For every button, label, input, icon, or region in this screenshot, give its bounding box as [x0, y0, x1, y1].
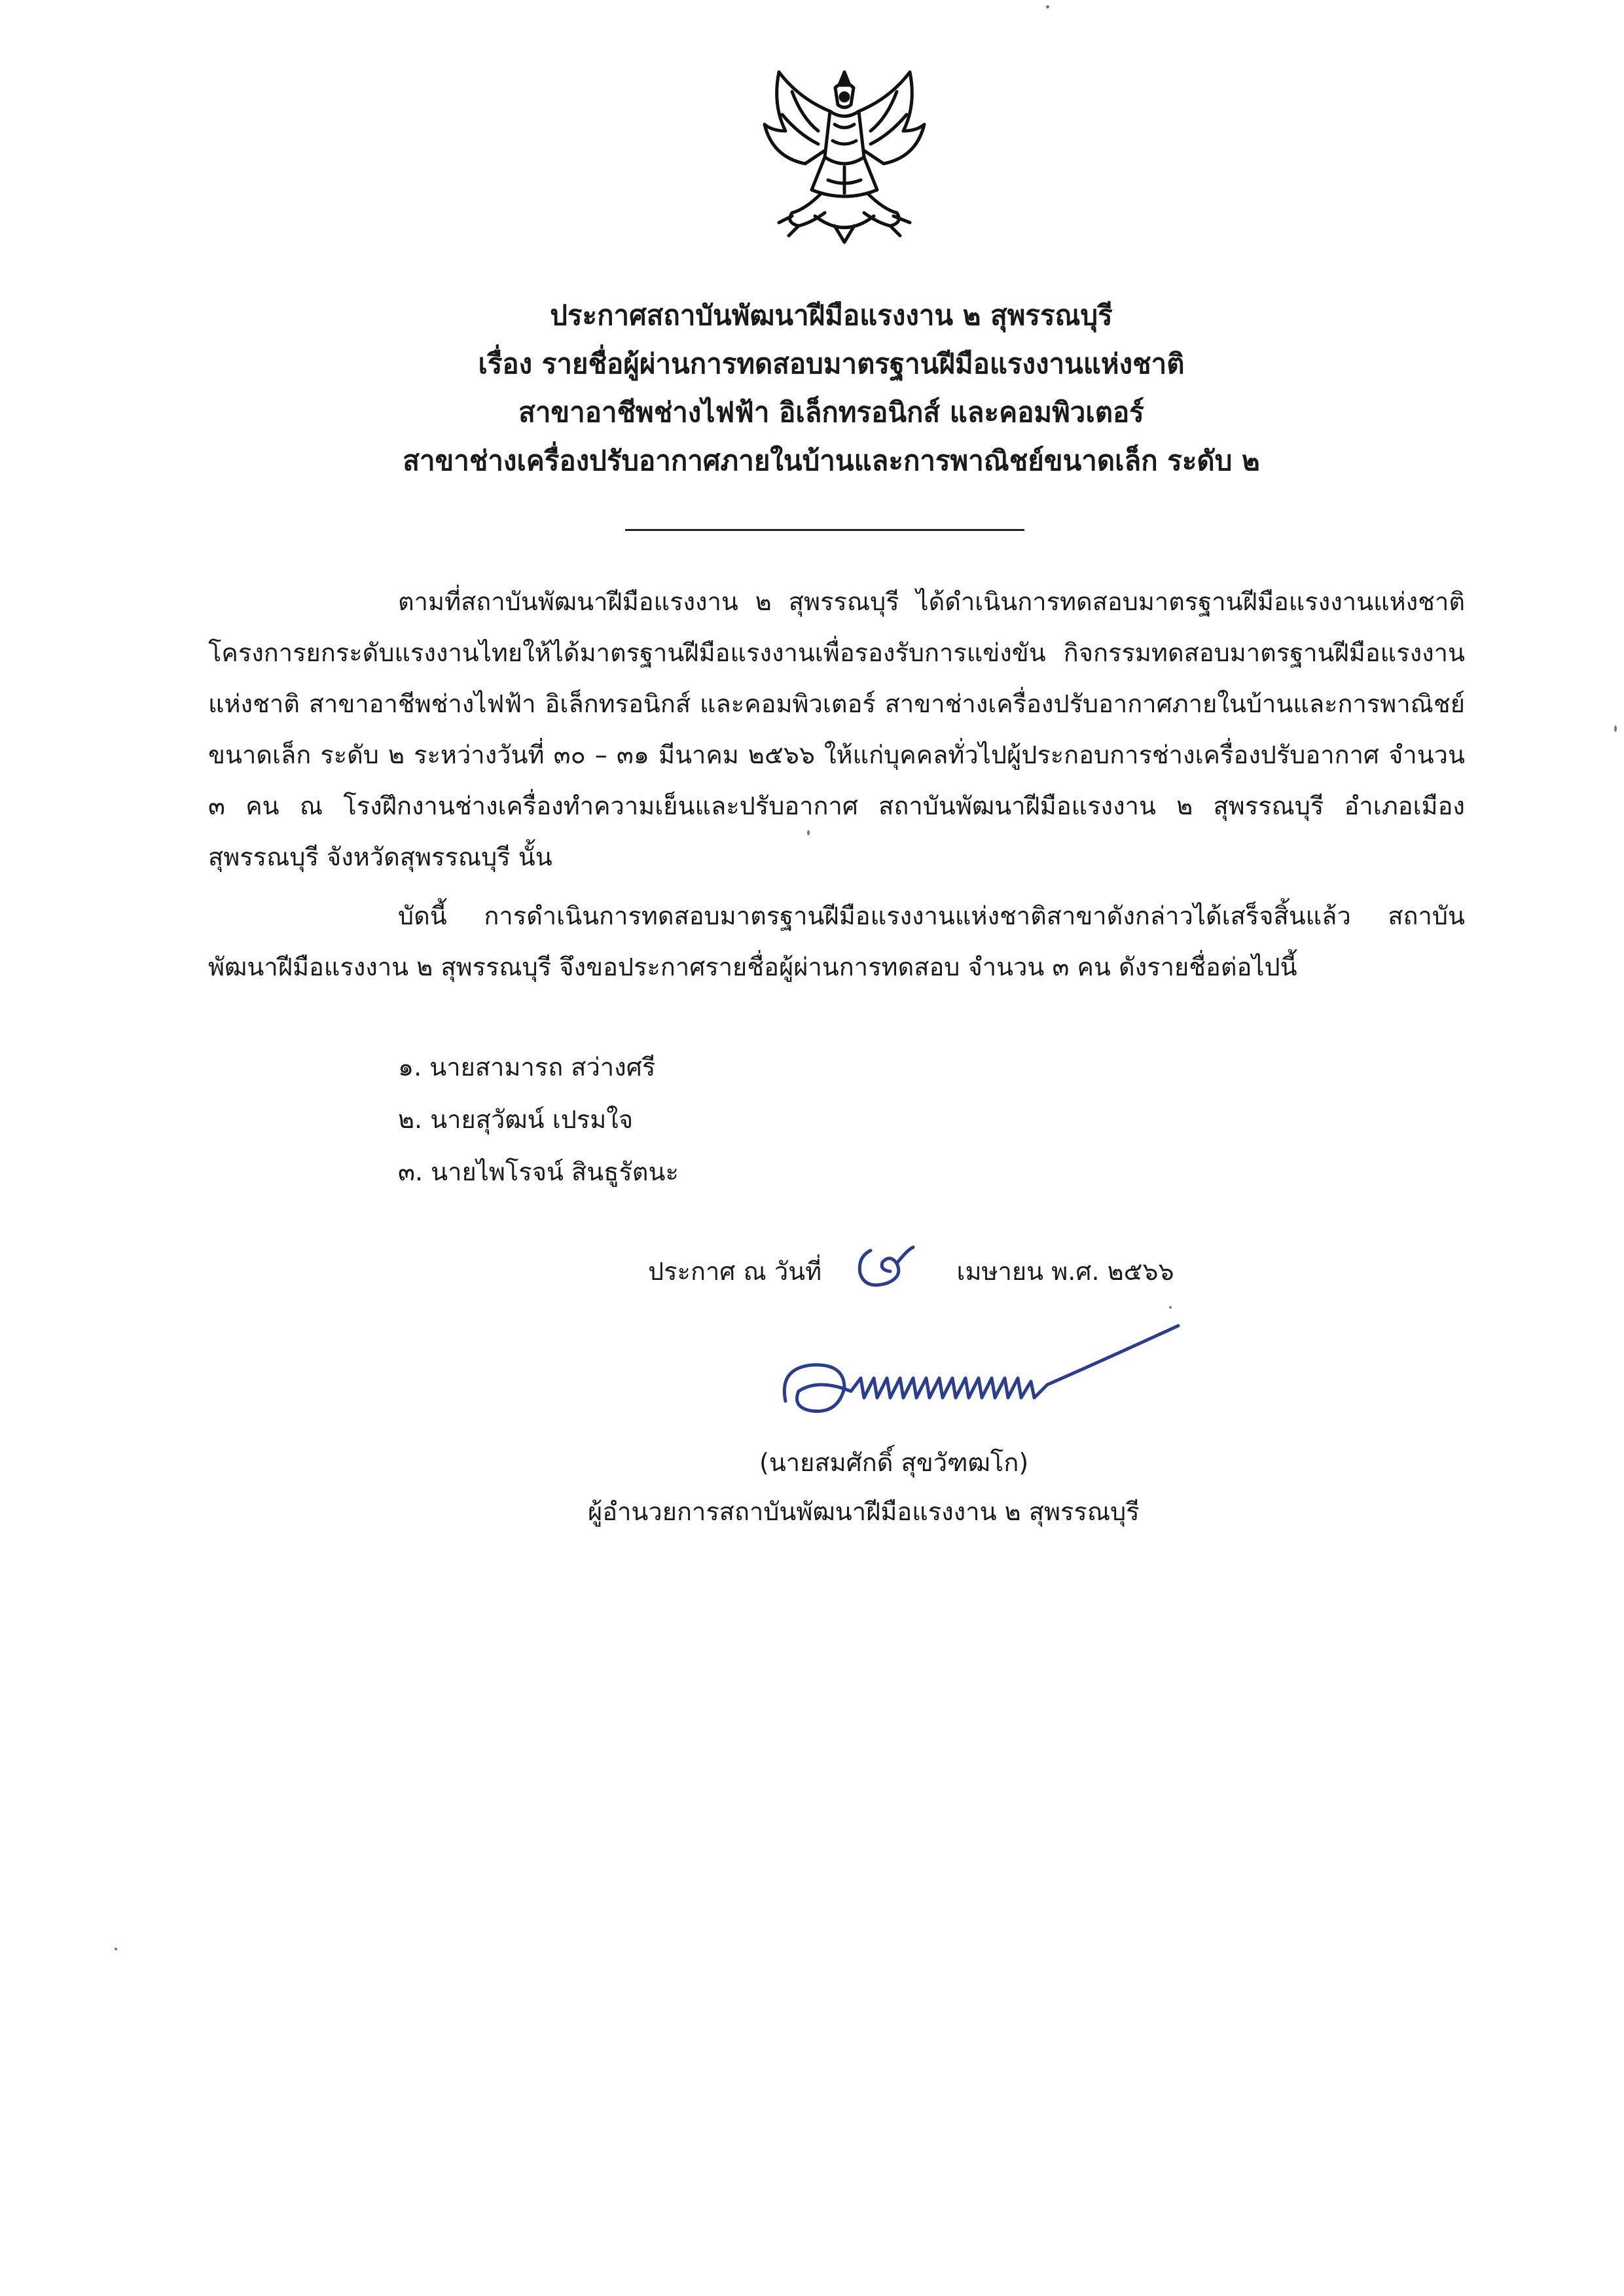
body-paragraph-2: [208, 890, 1465, 993]
header-field: สาขาอาชีพช่างไฟฟ้า อิเล็กทรอนิกส์ และคอมพิวเตอร์: [518, 396, 1144, 428]
scan-speck: [115, 1948, 117, 1950]
body-paragraph-1: [208, 576, 1465, 883]
announcement-header: [196, 291, 1466, 485]
paragraph-text: ตามที่สถาบันพัฒนาฝีมือแรงงาน ๒ สุพรรณบุรี ได้ดำเนินการทดสอบมาตรฐานฝีมือแรงงานแห่งชาติ โครงการยกระดับแรงงานไทยให้ได้มาตรฐานฝีมือแรงงานเพื่อรองรับการแข่งขัน กิจกรรมทดสอบมาตรฐานฝีมือแรงงานแห่งชาติ สาขาอาชีพช่างไฟฟ้า อิเล็กทรอนิกส์ และคอมพิวเตอร์ สาขาช่างเครื่องปรับอากาศภายในบ้านและการพาณิชย์ขนาดเล็ก ระดับ ๒ ระหว่างวันที่ ๓๐ – ๓๑ มีนาคม ๒๕๖๖ ให้แก่บุคคลทั่วไปผู้ประกอบการช่างเครื่องปรับอากาศ จำนวน ๓ คน ณ โรงฝึกงานช่างเครื่องทำความเย็นและปรับอากาศ สถาบันพัฒนาฝีมือแรงงาน ๒ สุพรรณบุรี อำเภอเมืองสุพรรณบุรี จังหวัดสุพรรณบุรี นั้น: [208, 587, 1465, 871]
scan-speck: [807, 830, 810, 835]
garuda-emblem-icon: [753, 59, 936, 249]
paragraph-text: บัดนี้ การดำเนินการทดสอบมาตรฐานฝีมือแรงงานแห่งชาติสาขาดังกล่าวได้เสร็จสิ้นแล้ว สถาบันพัฒนาฝีมือแรงงาน ๒ สุพรรณบุรี จึงขอประกาศรายชื่อผู้ผ่านการทดสอบ จำนวน ๓ คน ดังรายชื่อต่อไปนี้: [208, 902, 1465, 981]
header-branch: สาขาช่างเครื่องปรับอากาศภายในบ้านและการพาณิชย์ขนาดเล็ก ระดับ ๒: [403, 445, 1260, 477]
list-item: ๓. นายไพโรจน์ สินธูรัตนะ: [398, 1157, 679, 1186]
signer-title: ผู้อำนวยการสถาบันพัฒนาฝีมือแรงงาน ๒ สุพรรณบุรี: [588, 1497, 1140, 1526]
passed-names-list: [398, 1041, 679, 1198]
list-item: ๒. นายสุวัฒน์ เปรมใจ: [398, 1105, 634, 1134]
handwritten-day: [851, 1237, 923, 1296]
signature-icon: [772, 1316, 1191, 1440]
header-divider: [625, 529, 1024, 531]
date-prefix: ประกาศ ณ วันที่: [648, 1256, 822, 1286]
date-month-year: เมษายน พ.ศ. ๒๕๖๖: [956, 1256, 1174, 1286]
scan-speck: [1046, 5, 1049, 9]
signer-name: (นายสมศักดิ์ สุขวัฑฒโก): [759, 1448, 1029, 1477]
header-subject: เรื่อง รายชื่อผู้ผ่านการทดสอบมาตรฐานฝีมือแรงงานแห่งชาติ: [478, 348, 1185, 380]
scan-speck: [1169, 1306, 1172, 1309]
scan-speck: [1614, 725, 1617, 732]
list-item: ๑. นายสามารถ สว่างศรี: [398, 1053, 656, 1082]
header-title: ประกาศสถาบันพัฒนาฝีมือแรงงาน ๒ สุพรรณบุรี: [550, 299, 1113, 331]
